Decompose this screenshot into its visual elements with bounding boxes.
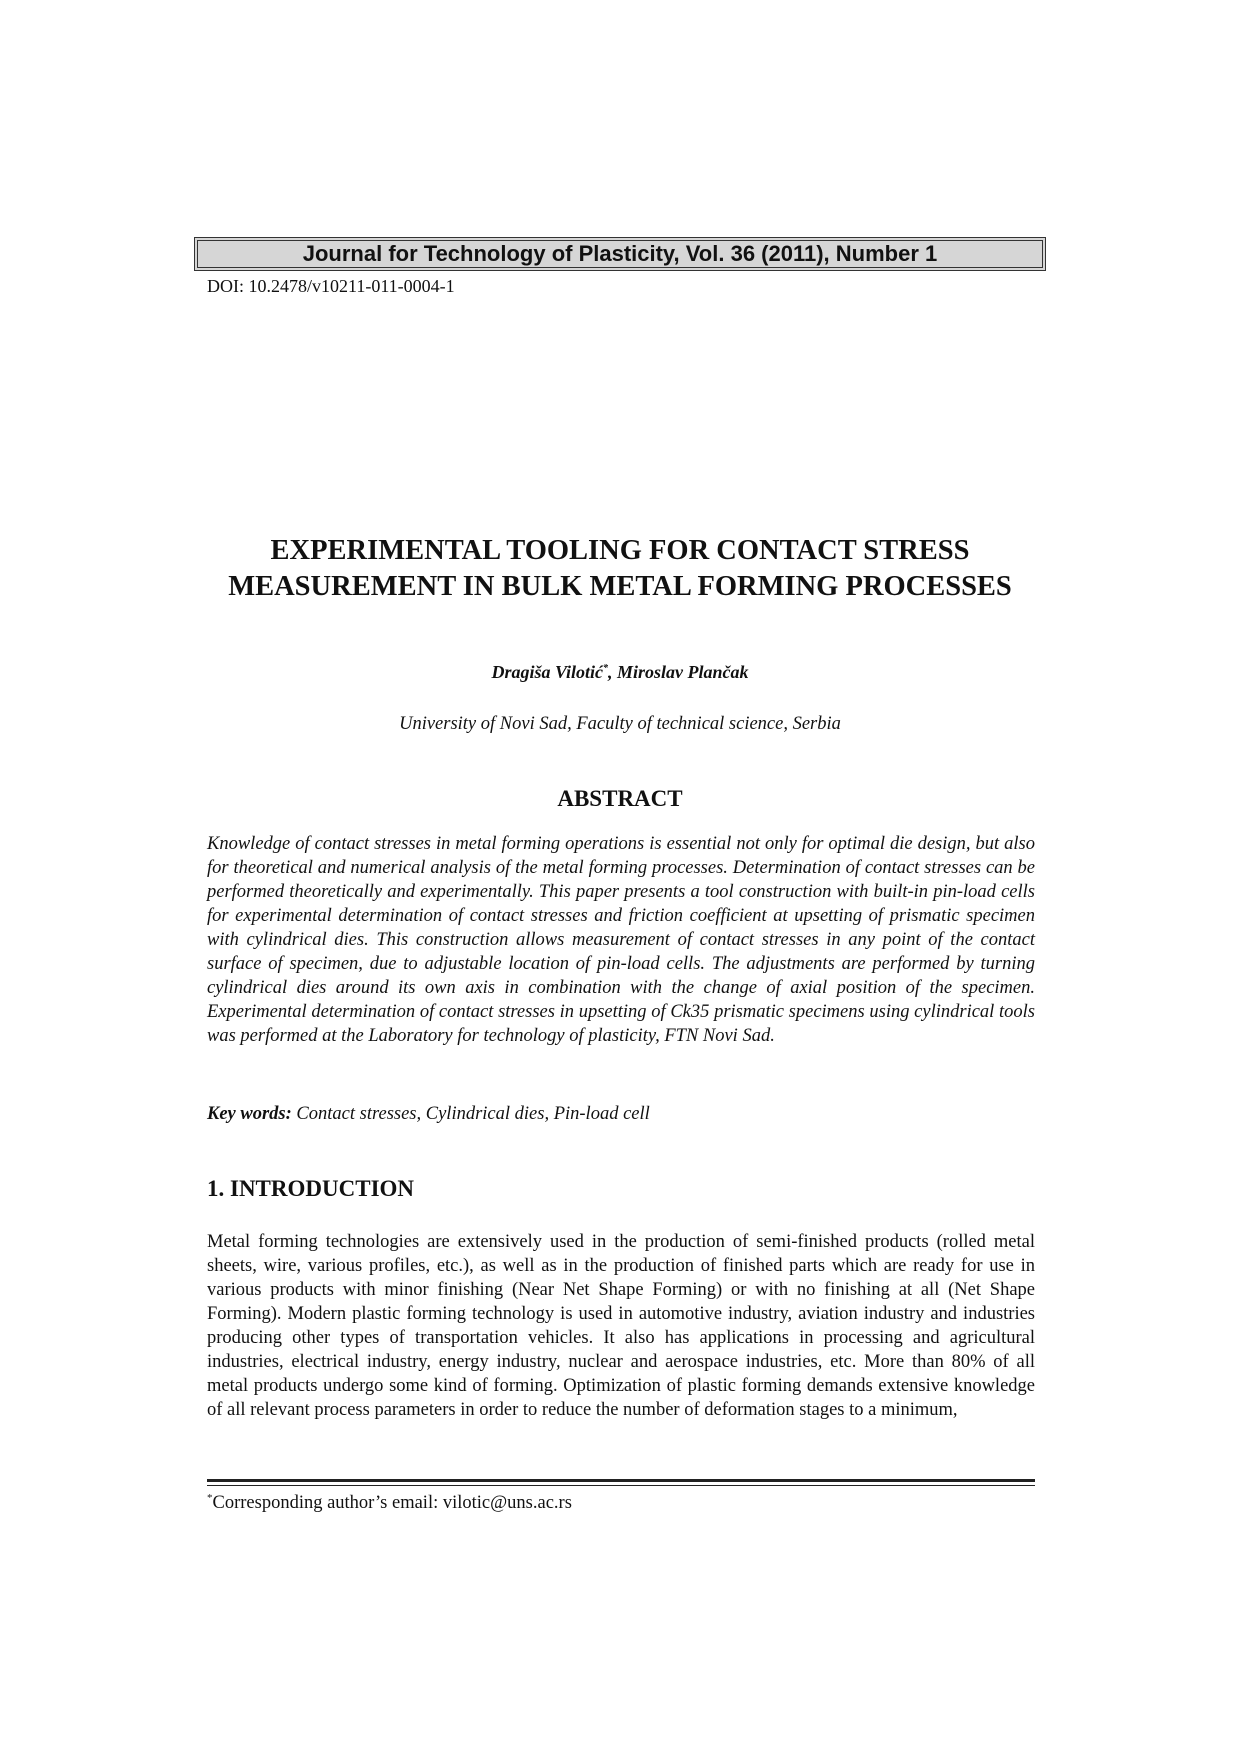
abstract-body: Knowledge of contact stresses in metal forming operations is essential not only for optimal die design, but also for theoretical and numerical analysis of the metal forming processes. Determination of contact stresses can be performed theoretically and experimentally. This paper presents a tool construction with built-in pin-load cells for experimental determination of contact stresses and friction coefficient at upsetting of prismatic specimen with cylindrical dies. This construction allows measurement of contact stresses in any point of the contact surface of specimen, due to adjustable location of pin-load cells. The adjustments are performed by turning cylindrical dies around its own axis in combination with the change of axial position of the specimen. Experimental determination of contact stresses in upsetting of Ck35 prismatic specimens using cylindrical tools was performed at the Laboratory for technology of plasticity, FTN Novi Sad.	[207, 834, 1035, 1046]
author-2: Miroslav Plančak	[617, 662, 749, 682]
corresponding-mark: *	[603, 663, 608, 674]
journal-header	[194, 237, 1046, 271]
journal-title: Journal for Technology of Plasticity, Vol. 36 (2011), Number 1	[302, 241, 938, 266]
introduction-heading: 1. INTRODUCTION	[207, 1176, 415, 1201]
author-separator: ,	[608, 662, 617, 682]
keywords-list: Contact stresses, Cylindrical dies, Pin-load cell	[291, 1104, 650, 1124]
author-1: Dragiša Vilotić	[491, 662, 603, 682]
footnote-text: Corresponding author’s email: vilotic@uns.ac.rs	[212, 1493, 572, 1514]
affiliation: University of Novi Sad, Faculty of technical science, Serbia	[399, 714, 841, 734]
keywords-label: Key words:	[207, 1104, 292, 1124]
footnote	[207, 1492, 572, 1514]
introduction-body: Metal forming technologies are extensively used in the production of semi-finished products (rolled metal sheets, wire, various profiles, etc.), as well as in the production of finished parts which are ready for use in various products with minor finishing (Near Net Shape Forming) or with no finishing at all (Net Shape Forming). Modern plastic forming technology is used in automotive industry, aviation industry and industries producing other types of transportation vehicles. It also has applications in processing and agricultural industries, electrical industry, energy industry, nuclear and aerospace industries, etc. More than 80% of all metal products undergo some kind of forming. Optimization of plastic forming demands extensive knowledge of all relevant process parameters in order to reduce the number of deformation stages to a minimum,	[207, 1232, 1035, 1420]
footnote-mark: *	[207, 1492, 213, 1504]
abstract-heading: ABSTRACT	[557, 786, 683, 811]
paper-title: EXPERIMENTAL TOOLING FOR CONTACT STRESS MEASUREMENT IN BULK METAL FORMING PROCESSES	[228, 535, 1012, 602]
footnote-rule	[207, 1479, 1035, 1482]
keywords	[207, 1102, 1035, 1126]
footnote-rule-thin	[207, 1485, 1035, 1486]
authors	[160, 662, 1080, 683]
doi: DOI: 10.2478/v10211-011-0004-1	[207, 276, 455, 296]
